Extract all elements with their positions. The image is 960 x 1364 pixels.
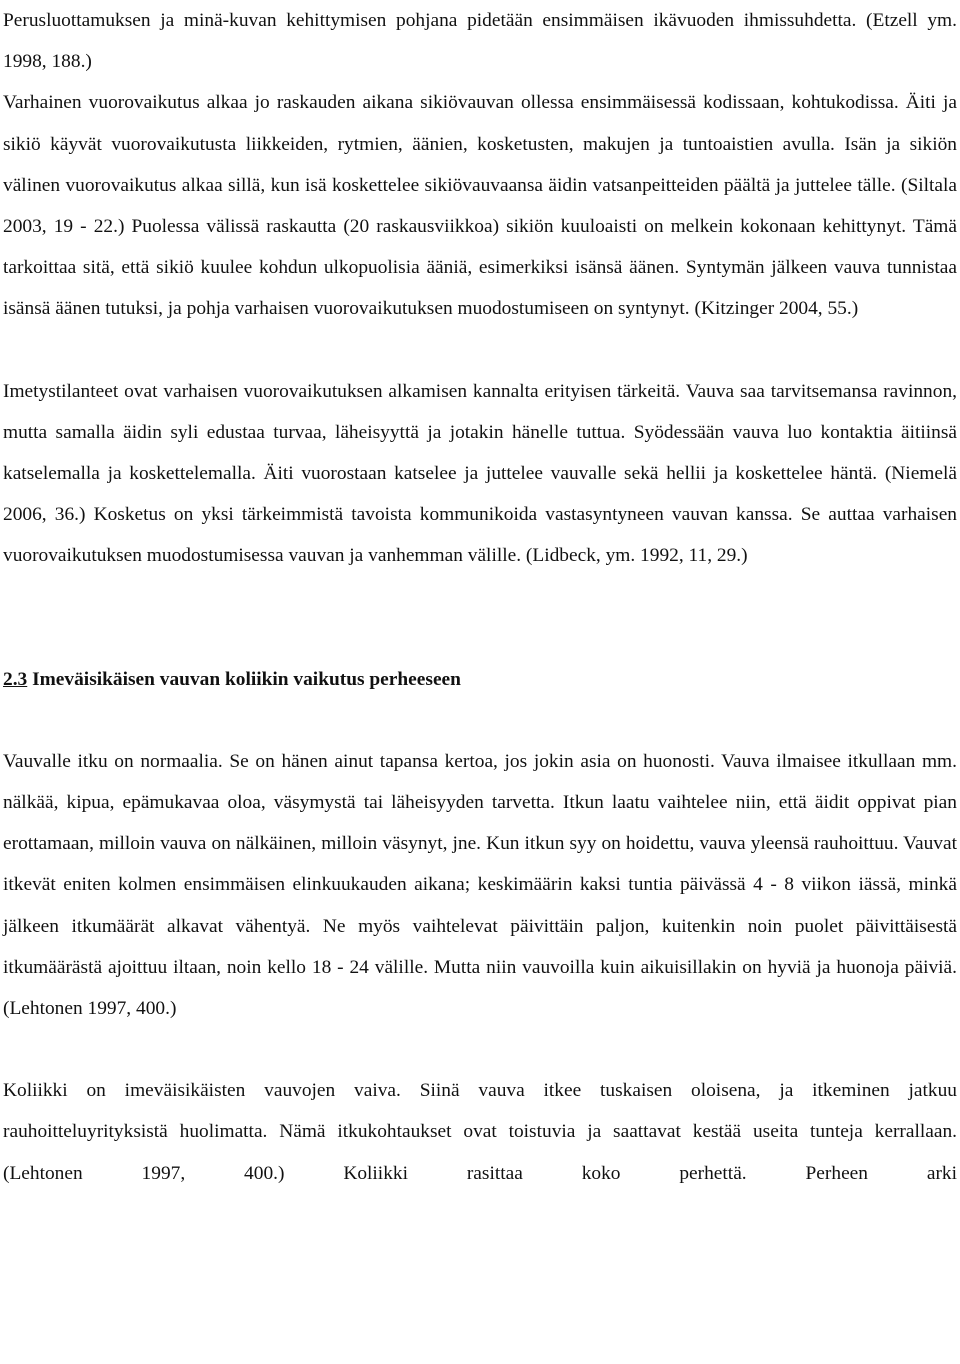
paragraph-perusluottamus: Perusluottamuksen ja minä-kuvan kehittymisen pohjana pidetään ensimmäisen ikävuoden ihmissuhdetta. (Etzell ym. 1998, 188.) <box>3 10 957 73</box>
section-title: Imeväisikäisen vauvan koliikin vaikutus perheeseen <box>32 668 461 690</box>
paragraph-imetystilanteet: Imetystilanteet ovat varhaisen vuorovaikutuksen alkamisen kannalta erityisen tärkeitä. Vauva saa tarvitsemansa ravinnon, mutta samalla äidin syli edustaa turvaa, läheisyyttä ja jotakin hänelle tuttua. Syödessään vauva luo kontaktia äitiinsä katselemalla ja koskettelemalla. Äiti vuorostaan katselee ja juttelee vauvalle sekä hellii ja koskettelee häntä. (Niemelä 2006, 36.) Kosketus on yksi tärkeimmistä tavoista kommunikoida vastasyntyneen vauvan kanssa. Se auttaa varhaisen vuorovaikutuksen muodostumisessa vauvan ja vanhemman välille. (Lidbeck, ym. 1992, 11, 29.) <box>3 380 957 567</box>
paragraph-spacer-2 <box>3 1029 957 1070</box>
section-heading <box>3 659 957 700</box>
paragraph-varhainen-vuorovaikutus: Varhainen vuorovaikutus alkaa jo raskauden aikana sikiövauvan ollessa ensimmäisessä kodissaan, kohtukodissa. Äiti ja sikiö käyvät vuorovaikutusta liikkeiden, rytmien, äänien, kosketusten, makujen ja tuntoaistien avulla. Isän ja sikiön välinen vuorovaikutus alkaa sillä, kun isä koskettelee sikiövauvaansa äidin vatsanpeitteiden päältä ja juttelee tälle. (Siltala 2003, 19 - 22.) Puolessa välissä raskautta (20 raskausviikkoa) sikiön kuuloaisti on melkein kokonaan kehittynyt. Tämä tarkoittaa sitä, että sikiö kuulee kohdun ulkopuolisia ääniä, esimerkiksi isänsä äänen. Syntymän jälkeen vauva tunnistaa isänsä äänen tutuksi, ja pohja varhaisen vuorovaikutuksen muodostumiseen on syntynyt. (Kitzinger 2004, 55.) <box>3 92 957 320</box>
paragraph-vauvan-itku: Vauvalle itku on normaalia. Se on hänen ainut tapansa kertoa, jos jokin asia on huonosti. Vauva ilmaisee itkullaan mm. nälkää, kipua, epämukavaa oloa, väsymystä tai läheisyyden tarvetta. Itkun laatu vaihtelee niin, että äidit oppivat pian erottamaan, milloin vauva on nälkäinen, milloin väsynyt, jne. Kun itkun syy on hoidettu, vauva yleensä rauhoittuu. Vauvat itkevät eniten kolmen ensimmäisen elinkuukauden aikana; keskimäärin kaksi tuntia päivässä 4 - 8 viikon iässä, minkä jälkeen itkumäärät alkavat vähentyä. Ne myös vaihtelevat päivittäin paljon, kuitenkin noin puolet päivittäisestä itkumäärästä ajoittuu iltaan, noin kello 18 - 24 välille. Mutta niin vauvoilla kuin aikuisillakin on hyviä ja huonoja päiviä. (Lehtonen 1997, 400.) <box>3 750 957 1020</box>
heading-spacer <box>3 700 957 741</box>
paragraph-koliikki: Koliikki on imeväisikäisten vauvojen vaiva. Siinä vauva itkee tuskaisen oloisena, ja itkeminen jatkuu rauhoitteluyrityksistä huolimatta. Nämä itkukohtaukset ovat toistuvia ja saattavat kestää useita tunteja kerrallaan. (Lehtonen 1997, 400.) Koliikki rasittaa koko perhettä. Perheen arki <box>3 1080 957 1184</box>
paragraph-spacer <box>3 330 957 371</box>
section-spacer <box>3 577 957 659</box>
section-number: 2.3 <box>3 668 28 690</box>
document-page <box>3 0 957 1194</box>
